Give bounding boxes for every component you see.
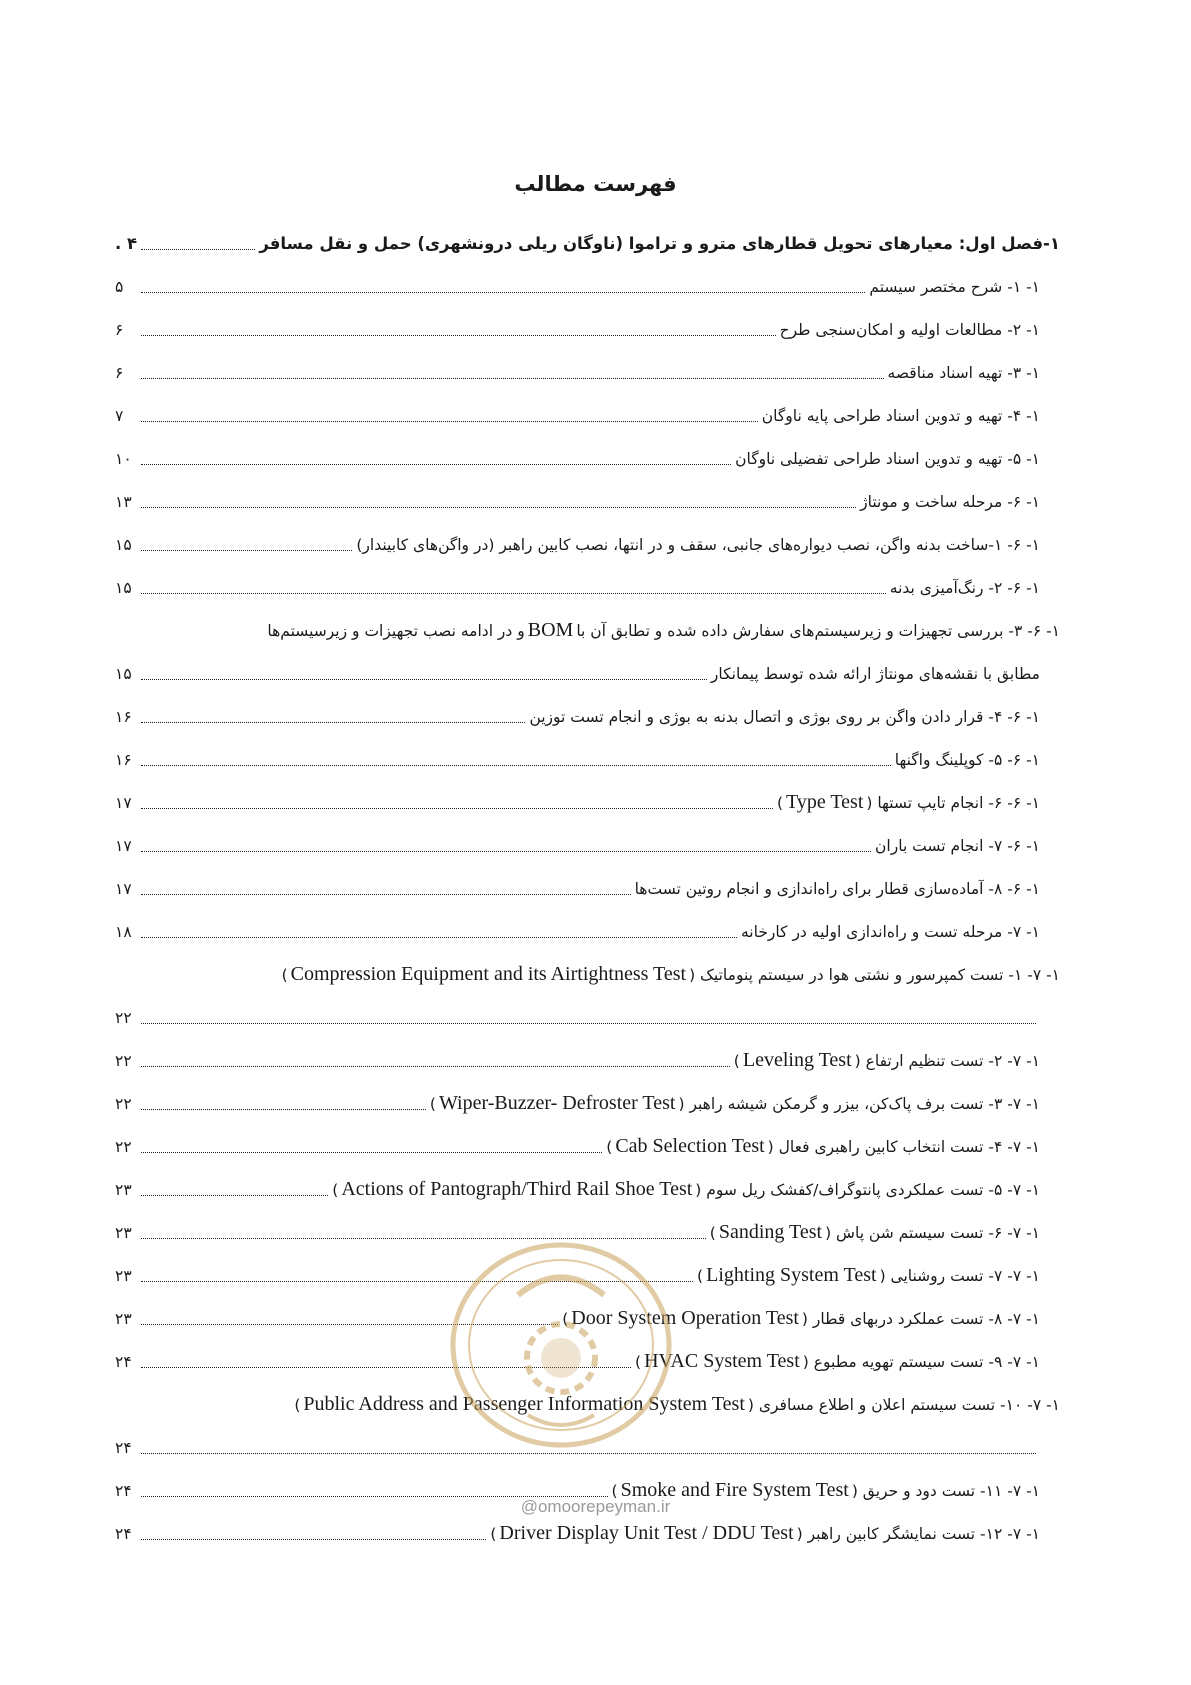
toc-entry-text-after: )	[490, 1524, 497, 1543]
toc-entry[interactable]	[115, 394, 1040, 437]
toc-entry-latin-text: Smoke and Fire System Test	[620, 1479, 849, 1501]
toc-entry-text-after: )	[429, 1094, 436, 1113]
toc-entry[interactable]	[115, 609, 1060, 652]
toc-entry-text: ۱- ۶- ۲- رنگ‌آمیزی بدنه	[889, 578, 1040, 597]
toc-entry-latin-text: Type Test	[786, 791, 864, 813]
toc-entry[interactable]	[115, 910, 1040, 953]
toc-page-number: ۱۵	[115, 664, 132, 683]
toc-page-number: ۲۴	[115, 1352, 132, 1371]
toc-entry-text-after: )	[294, 1395, 301, 1414]
toc-entry-text: ۱- ۶- ۱-ساخت بدنه واگن، نصب دیواره‌های جانبی، سقف و در انتها، نصب کابین راهبر (در واگن‌های کابیندار)	[356, 535, 1040, 554]
toc-entry-text-after: و در ادامه نصب تجهیزات و زیرسیستم‌ها	[267, 621, 525, 640]
toc-page-number: ۲۳	[115, 1266, 132, 1285]
toc-entry[interactable]	[115, 781, 1040, 824]
toc-entry-text: ۱- ۴- تهیه و تدوین اسناد طراحی پایه ناوگان	[761, 406, 1040, 425]
toc-entry-text-after: )	[611, 1481, 618, 1500]
dot-leader	[141, 808, 773, 809]
toc-entry[interactable]	[115, 351, 1040, 394]
dot-leader	[141, 378, 884, 379]
toc-entry-latin-text: Driver Display Unit Test / DDU Test	[499, 1522, 794, 1544]
toc-entry[interactable]	[115, 566, 1040, 609]
dot-leader	[141, 894, 631, 895]
dot-leader	[141, 1066, 730, 1067]
toc-entry-text: ۱- ۷- ۶- تست سیستم شن پاش (	[825, 1223, 1040, 1242]
toc-entry-text: ۱- ۳- تهیه اسناد مناقصه	[887, 363, 1040, 382]
toc-entry-latin-text: Actions of Pantograph/Third Rail Shoe Test	[341, 1178, 693, 1200]
toc-entry-latin-text: Wiper-Buzzer- Defroster Test	[438, 1092, 676, 1114]
toc-page-number: ۱۷	[115, 793, 132, 812]
dot-leader	[141, 593, 886, 594]
toc-entry[interactable]	[115, 738, 1040, 781]
toc-entry-text: ۱- ۷- ۴- تست انتخاب کابین راهبری فعال (	[767, 1137, 1040, 1156]
toc-page-number: ۱۶	[115, 750, 132, 769]
toc-entry-latin-text: Public Address and Passenger Information System Test	[303, 1393, 745, 1415]
toc-page-number: ۲۴	[115, 1481, 132, 1500]
toc-page-number: ۴ .	[115, 234, 138, 253]
toc-entry[interactable]	[115, 437, 1040, 480]
toc-page-number: ۱۵	[115, 535, 132, 554]
toc-entry-latin-text: Door System Operation Test	[571, 1307, 799, 1329]
toc-entry-text-after: )	[281, 965, 288, 984]
toc-page-number: ۱۵	[115, 578, 132, 597]
toc-entry-text: ۱- ۶- مرحله ساخت و مونتاژ	[860, 492, 1040, 511]
toc-entry-latin-text: Compression Equipment and its Airtightness Test	[290, 963, 687, 985]
toc-entry-text-after: )	[332, 1180, 339, 1199]
toc-entry[interactable]	[115, 265, 1040, 308]
dot-leader	[141, 335, 776, 336]
toc-page-number: ۲۲	[115, 1008, 132, 1027]
toc-entry[interactable]	[115, 1125, 1040, 1168]
toc-entry-text-after: )	[776, 793, 784, 812]
toc-entry-text: ۱- ۲- مطالعات اولیه و امکان‌سنجی طرح	[779, 320, 1040, 339]
toc-page-number: ۱۷	[115, 836, 132, 855]
toc-entry-continuation[interactable]	[115, 996, 1040, 1039]
toc-page-number: ۲۳	[115, 1309, 132, 1328]
toc-entry-text: ۱- ۷- مرحله تست و راه‌اندازی اولیه در کارخانه	[741, 922, 1040, 941]
toc-page-number: ۲۳	[115, 1223, 132, 1242]
toc-entry-latin-text: Cab Selection Test	[615, 1135, 765, 1157]
dot-leader	[141, 1023, 1036, 1024]
toc-entry-text: ۱- ۷- ۱۲- تست نمایشگر کابین راهبر (	[796, 1524, 1040, 1543]
toc-page-number: ۱۷	[115, 879, 132, 898]
toc-entry-text: ۱- ۶- ۸- آماده‌سازی قطار برای راه‌اندازی و انجام روتین تست‌ها	[634, 879, 1040, 898]
toc-entry[interactable]	[115, 523, 1040, 566]
toc-entry-latin-text: BOM	[527, 619, 574, 641]
toc-entry[interactable]	[115, 695, 1040, 738]
toc-entry-text: ۱- ۷- ۹- تست سیستم تهویه مطبوع (	[802, 1352, 1040, 1371]
dot-leader	[141, 851, 871, 852]
dot-leader	[141, 550, 352, 551]
dot-leader	[141, 765, 891, 766]
toc-page-number: ۲۴	[115, 1438, 132, 1457]
watermark-text: @omoorepeyman.ir	[520, 1497, 671, 1516]
toc-page-number: ۱۰	[115, 449, 132, 468]
toc-entry[interactable]	[115, 867, 1040, 910]
toc-entry-text: ۱- ۷- ۱۱- تست دود و حریق (	[851, 1481, 1040, 1500]
dot-leader	[141, 1539, 486, 1540]
dot-leader	[141, 937, 737, 938]
toc-entry[interactable]	[115, 1082, 1040, 1125]
dot-leader	[141, 722, 525, 723]
dot-leader	[141, 292, 865, 293]
toc-entry-latin-text: Sanding Test	[718, 1221, 823, 1243]
toc-page-number: ۲۲	[115, 1051, 132, 1070]
seal-stamp-logo	[448, 1240, 674, 1450]
toc-entry-text: ۱- ۵- تهیه و تدوین اسناد طراحی تفضیلی ناوگان	[735, 449, 1040, 468]
toc-entry-text: ۱- ۷- ۲- تست تنظیم ارتفاع (	[854, 1051, 1040, 1070]
toc-page-number: ۷	[115, 406, 124, 425]
toc-page-number: ۲۲	[115, 1094, 132, 1113]
toc-page-number: ۶	[115, 320, 124, 339]
toc-entry-text-after: )	[562, 1309, 569, 1328]
toc-entry[interactable]	[115, 308, 1040, 351]
toc-entry[interactable]	[115, 1168, 1040, 1211]
page-title: فهرست مطالب	[514, 172, 677, 196]
toc-entry[interactable]	[115, 824, 1040, 867]
toc-entry-text: ۱- ۶- ۷- انجام تست باران	[875, 836, 1040, 855]
toc-entry-text: ۱- ۷- ۸- تست عملکرد دربهای قطار (	[801, 1309, 1040, 1328]
toc-entry-text-after: )	[635, 1352, 642, 1371]
toc-entry-text: ۱- ۶- ۶- انجام تایپ تستها (	[866, 793, 1040, 812]
toc-entry[interactable]	[115, 480, 1040, 523]
toc-entry[interactable]	[115, 953, 1060, 996]
toc-entry-text-after: )	[733, 1051, 740, 1070]
toc-entry-text: ۱- ۶- ۵- کوپلینگ واگنها	[894, 750, 1040, 769]
toc-chapter-entry[interactable]	[115, 222, 1060, 265]
toc-entry-continuation[interactable]	[115, 652, 1040, 695]
toc-entry-text-after: )	[709, 1223, 716, 1242]
dot-leader	[141, 1453, 1036, 1454]
toc-entry-text-after: )	[697, 1266, 704, 1285]
toc-entry-text: ۱- ۱- شرح مختصر سیستم	[869, 277, 1040, 296]
dot-leader	[141, 1195, 328, 1196]
toc-page-number: ۲۲	[115, 1137, 132, 1156]
toc-entry-text: ۱- ۷- ۵- تست عملکردی پانتوگراف/کفشک ریل سوم (	[695, 1180, 1040, 1199]
toc-entry-text: ۱- ۷- ۳- تست برف پاک‌کن، بیزر و گرمکن شیشه راهبر (	[678, 1094, 1040, 1113]
toc-entry-latin-text: Lighting System Test	[706, 1264, 877, 1286]
toc-page-number: ۶	[115, 363, 124, 382]
toc-page-number: ۱۸	[115, 922, 132, 941]
toc-entry-text: ۱-فصل اول: معیارهای تحویل قطارهای مترو و تراموا (ناوگان ریلی درونشهری) حمل و نقل مسافر	[259, 234, 1060, 253]
dot-leader	[141, 1152, 602, 1153]
toc-page-number: ۱۳	[115, 492, 132, 511]
toc-entry-text: ۱- ۶- ۳- بررسی تجهیزات و زیرسیستم‌های سفارش داده شده و تطابق آن با	[576, 621, 1060, 640]
toc-entry-text-after: )	[606, 1137, 613, 1156]
toc-entry-latin-text: Leveling Test	[742, 1049, 852, 1071]
toc-entry-text: ۱- ۶- ۴- قرار دادن واگن بر روی بوژی و اتصال بدنه به بوژی و انجام تست توزین	[529, 707, 1040, 726]
toc-entry[interactable]	[115, 1039, 1040, 1082]
dot-leader	[141, 679, 707, 680]
toc-entry-text: ۱- ۷- ۱۰- تست سیستم اعلان و اطلاع مسافری (	[747, 1395, 1060, 1414]
dot-leader	[141, 1109, 426, 1110]
toc-page-number: ۵	[115, 277, 124, 296]
dot-leader	[141, 249, 255, 250]
toc-page-number: ۲۳	[115, 1180, 132, 1199]
toc-entry[interactable]	[115, 1512, 1040, 1555]
dot-leader	[141, 464, 731, 465]
toc-entry-text: ۱- ۷- ۱- تست کمپرسور و نشتی هوا در سیستم پنوماتیک (	[689, 965, 1060, 984]
dot-leader	[141, 1238, 706, 1239]
dot-leader	[141, 507, 856, 508]
dot-leader	[141, 421, 758, 422]
toc-entry-latin-text: HVAC System Test	[644, 1350, 800, 1372]
toc-page-number: ۲۴	[115, 1524, 132, 1543]
toc-page-number: ۱۶	[115, 707, 132, 726]
toc-entry-text: ۱- ۷- ۷- تست روشنایی (	[879, 1266, 1040, 1285]
toc-entry-continuation-text: مطابق با نقشه‌های مونتاژ ارائه شده توسط پیمانکار	[710, 664, 1040, 683]
